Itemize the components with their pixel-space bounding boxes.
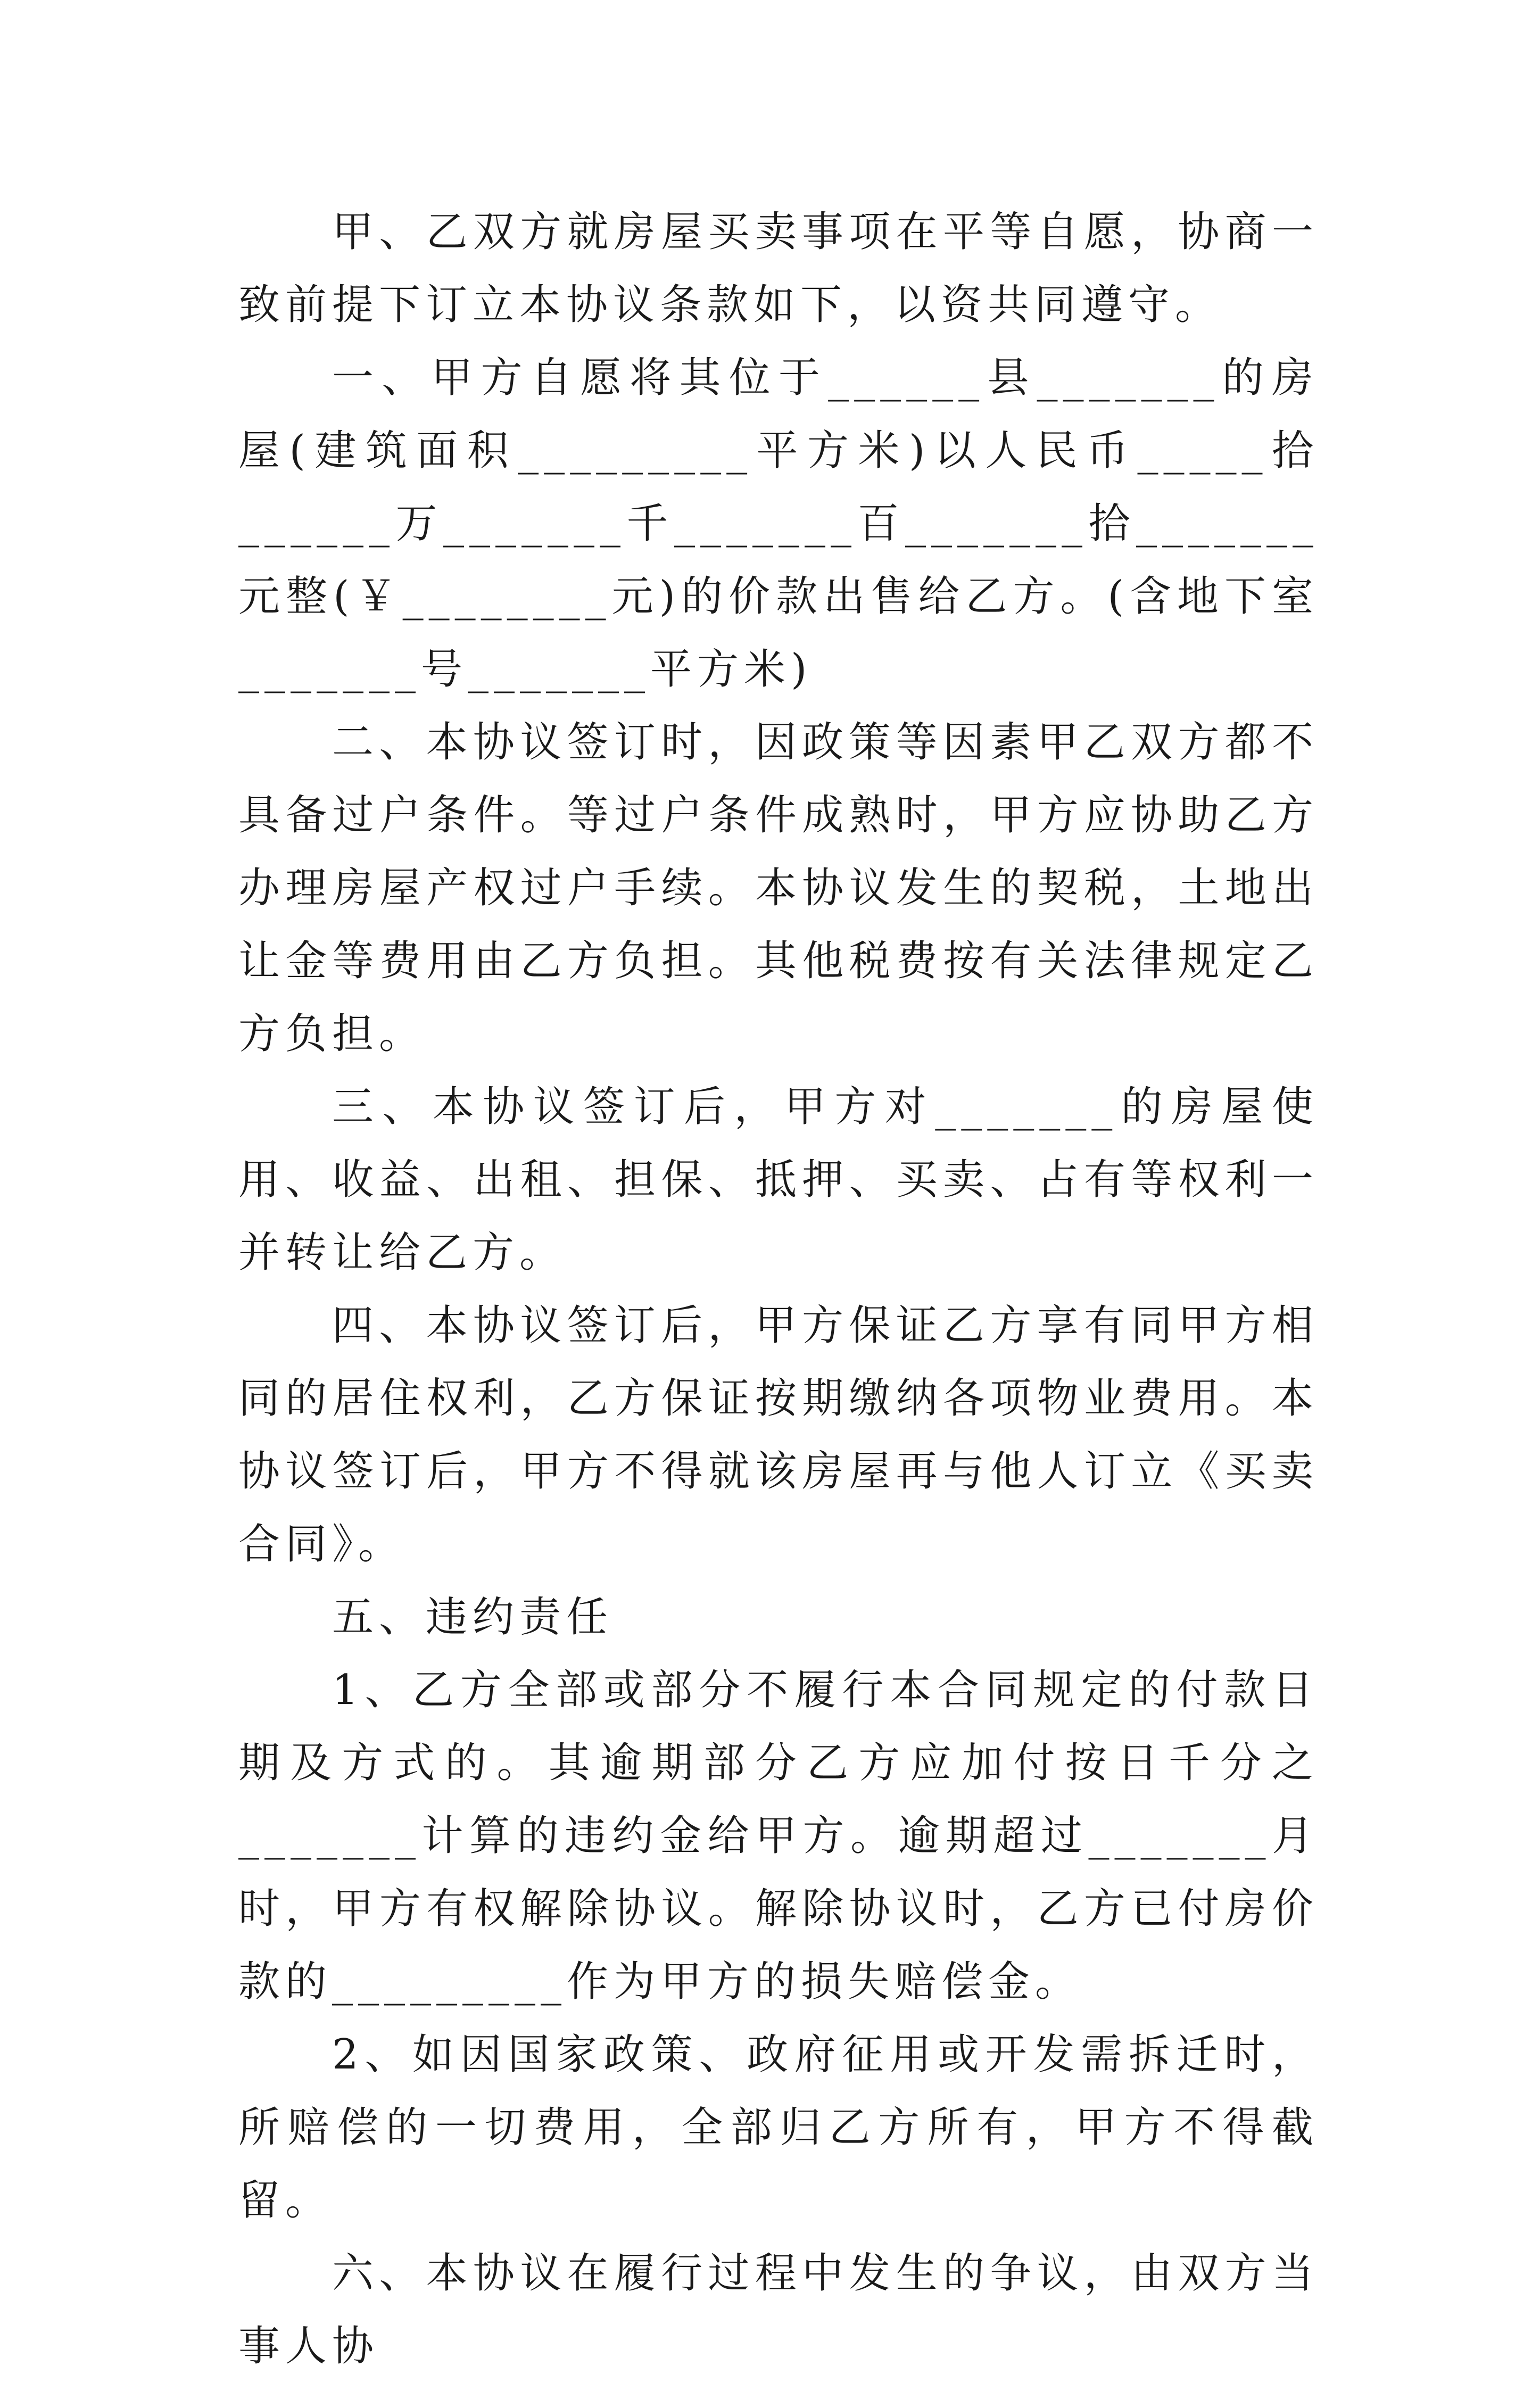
paragraph-clause-3-rights: 三、本协议签订后，甲方对_______的房屋使用、收益、出租、担保、抵押、买卖、占有等权利一并转让给乙方。 bbox=[238, 1083, 1319, 1277]
paragraph-clause-2-transfer: 二、本协议签订时，因政策等因素甲乙双方都不具备过户条件。等过户条件成熟时，甲方应协助乙方办理房屋产权过户手续。本协议发生的契税，土地出让金等费用由乙方负担。其他税费按有关法律规定乙方负担。 bbox=[238, 718, 1319, 1058]
paragraph-preamble: 甲、乙双方就房屋买卖事项在平等自愿，协商一致前提下订立本协议条款如下，以资共同遵守。 bbox=[238, 208, 1319, 329]
paragraph-clause-5-heading: 五、违约责任 bbox=[332, 1593, 614, 1641]
paragraph-clause-5-item-2: 2、如因国家政策、政府征用或开发需拆迁时，所赔偿的一切费用，全部归乙方所有，甲方不得截留。 bbox=[238, 2031, 1319, 2224]
document-body bbox=[238, 196, 1319, 2383]
paragraph-clause-6-dispute: 六、本协议在履行过程中发生的争议，由双方当事人协 bbox=[238, 2249, 1319, 2370]
paragraph-clause-1-price: 一、甲方自愿将其位于______县_______的房屋(建筑面积_________平方米)以人民币_____拾______万_______千_______百_______拾_______元整(￥________元)的价款出售给乙方。(含地下室_______号_______平方米) bbox=[238, 354, 1319, 693]
paragraph-clause-5-item-1: 1、乙方全部或部分不履行本合同规定的付款日期及方式的。其逾期部分乙方应加付按日千分之_______计算的违约金给甲方。逾期超过_______月时，甲方有权解除协议。解除协议时，乙方已付房价款的_________作为甲方的损失赔偿金。 bbox=[238, 1666, 1319, 2006]
paragraph-clause-4-residence: 四、本协议签订后，甲方保证乙方享有同甲方相同的居住权利，乙方保证按期缴纳各项物业费用。本协议签订后，甲方不得就该房屋再与他人订立《买卖合同》。 bbox=[238, 1302, 1319, 1568]
